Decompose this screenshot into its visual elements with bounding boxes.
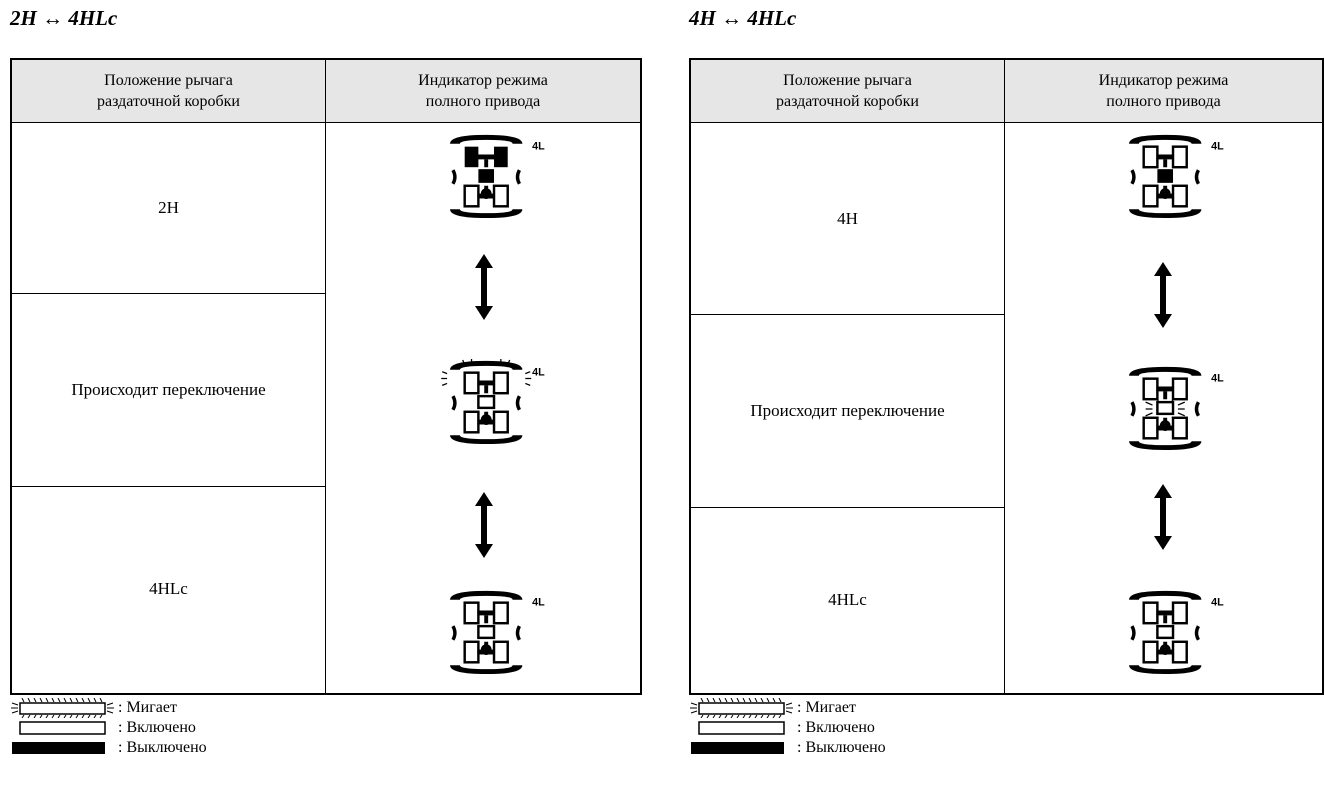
legend-flashing bbox=[689, 698, 886, 718]
on-swatch-icon bbox=[689, 718, 795, 738]
panel-4h-4hlc bbox=[689, 0, 1319, 787]
position-cell: Происходит переключение bbox=[71, 380, 266, 399]
position-cell: 4HLc bbox=[149, 579, 188, 598]
header-4wd-indicator bbox=[326, 60, 640, 122]
off-swatch-icon bbox=[689, 738, 795, 758]
legend-on bbox=[10, 718, 207, 738]
header-text: полного привода bbox=[1106, 93, 1221, 110]
panel-2h-4hlc bbox=[10, 0, 640, 787]
legend-label: : Мигает bbox=[797, 699, 856, 716]
legend bbox=[689, 698, 886, 758]
header-text: Положение рычага bbox=[104, 72, 233, 89]
flashing-swatch-icon bbox=[689, 698, 795, 718]
position-cell: 2H bbox=[158, 198, 179, 217]
mode-table bbox=[10, 58, 642, 695]
position-cell: 4H bbox=[837, 208, 858, 228]
column-divider bbox=[325, 60, 326, 693]
legend-on bbox=[689, 718, 886, 738]
position-cell: 4HLc bbox=[828, 589, 867, 609]
column-divider bbox=[1004, 60, 1005, 693]
table-header bbox=[691, 60, 1322, 123]
off-swatch-icon bbox=[10, 738, 116, 758]
header-text: полного привода bbox=[425, 93, 541, 110]
legend-off bbox=[689, 738, 886, 758]
4wd-indicator-icon bbox=[440, 132, 550, 220]
header-text: Положение рычага bbox=[783, 72, 912, 89]
legend-label: : Выключено bbox=[118, 739, 207, 756]
4wd-indicator-icon bbox=[1119, 364, 1229, 452]
flashing-swatch-icon bbox=[10, 698, 116, 718]
4l-label: 4L bbox=[532, 140, 545, 153]
on-swatch-icon bbox=[10, 718, 116, 738]
position-cell: Происходит переключение bbox=[750, 401, 945, 420]
header-text: Индикатор режима bbox=[418, 72, 548, 89]
legend-flashing bbox=[10, 698, 207, 718]
legend-label: : Выключено bbox=[797, 739, 886, 756]
4l-label: 4L bbox=[1211, 596, 1224, 609]
header-4wd-indicator bbox=[1005, 60, 1322, 122]
header-text: раздаточной коробки bbox=[97, 93, 240, 110]
legend-label: : Включено bbox=[118, 719, 196, 736]
header-text: Индикатор режима bbox=[1098, 72, 1229, 89]
4wd-indicator-icon bbox=[440, 358, 550, 446]
header-lever-position bbox=[12, 60, 325, 122]
double-arrow-icon bbox=[1153, 262, 1173, 328]
legend-off bbox=[10, 738, 207, 758]
section-title: 2H ↔ 4HLc bbox=[10, 6, 118, 30]
legend-label: : Включено bbox=[797, 719, 875, 736]
header-text: раздаточной коробки bbox=[776, 93, 919, 110]
legend-label: : Мигает bbox=[118, 699, 177, 716]
4l-label: 4L bbox=[532, 596, 545, 609]
header-lever-position bbox=[691, 60, 1004, 122]
legend bbox=[10, 698, 207, 758]
4l-label: 4L bbox=[1211, 140, 1224, 153]
4l-label: 4L bbox=[1211, 372, 1224, 385]
4wd-indicator-icon bbox=[1119, 588, 1229, 676]
section-title: 4H ↔ 4HLc bbox=[689, 6, 797, 30]
double-arrow-icon bbox=[474, 492, 494, 558]
4wd-indicator-icon bbox=[1119, 132, 1229, 220]
table-header bbox=[12, 60, 640, 123]
mode-table bbox=[689, 58, 1324, 695]
double-arrow-icon bbox=[1153, 484, 1173, 550]
4l-label: 4L bbox=[532, 366, 545, 379]
double-arrow-icon bbox=[474, 254, 494, 320]
4wd-indicator-icon bbox=[440, 588, 550, 676]
